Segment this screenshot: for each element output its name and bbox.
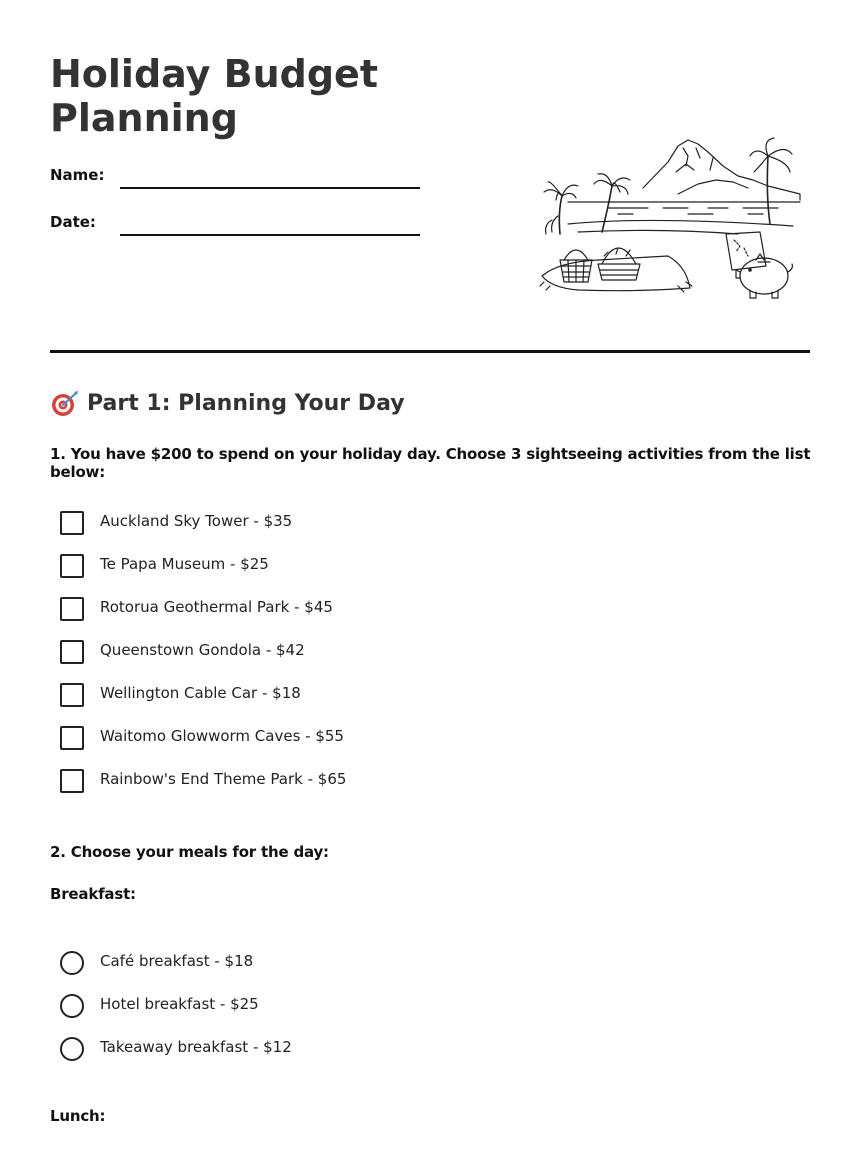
- list-item[interactable]: [60, 1036, 292, 1079]
- list-item[interactable]: [60, 950, 292, 993]
- part1-heading-text: Part 1: Planning Your Day: [87, 391, 405, 416]
- activity-list: [60, 510, 346, 811]
- list-item[interactable]: [60, 553, 346, 596]
- list-item[interactable]: [60, 725, 346, 768]
- date-label: Date:: [50, 213, 96, 231]
- page-title: Holiday Budget Planning: [50, 52, 378, 140]
- activity-label: Waitomo Glowworm Caves - $55: [100, 727, 344, 745]
- name-label: Name:: [50, 166, 105, 184]
- list-item[interactable]: [60, 993, 292, 1036]
- beach-holiday-illustration: [538, 136, 804, 306]
- breakfast-option-label: Hotel breakfast - $25: [100, 995, 259, 1013]
- activity-label: Auckland Sky Tower - $35: [100, 512, 293, 530]
- activity-checkbox[interactable]: [60, 726, 84, 750]
- list-item[interactable]: [60, 510, 346, 553]
- activity-label: Wellington Cable Car - $18: [100, 684, 301, 702]
- activity-checkbox[interactable]: [60, 554, 84, 578]
- breakfast-radio[interactable]: [60, 1037, 84, 1061]
- date-line[interactable]: [120, 234, 420, 236]
- question-2: 2. Choose your meals for the day:: [50, 843, 329, 861]
- activity-checkbox[interactable]: [60, 511, 84, 535]
- breakfast-options: [60, 950, 292, 1079]
- activity-checkbox[interactable]: [60, 683, 84, 707]
- breakfast-radio[interactable]: [60, 994, 84, 1018]
- breakfast-radio[interactable]: [60, 951, 84, 975]
- list-item[interactable]: [60, 768, 346, 811]
- activity-checkbox[interactable]: [60, 597, 84, 621]
- breakfast-option-label: Takeaway breakfast - $12: [100, 1038, 292, 1056]
- activity-checkbox[interactable]: [60, 769, 84, 793]
- list-item[interactable]: [60, 682, 346, 725]
- activity-label: Te Papa Museum - $25: [100, 555, 269, 573]
- breakfast-option-label: Café breakfast - $18: [100, 952, 254, 970]
- breakfast-label: Breakfast:: [50, 885, 136, 903]
- part1-heading: [50, 390, 405, 418]
- activity-label: Queenstown Gondola - $42: [100, 641, 305, 659]
- activity-label: Rotorua Geothermal Park - $45: [100, 598, 333, 616]
- name-line[interactable]: [120, 187, 420, 189]
- target-dart-icon: [50, 390, 80, 418]
- list-item[interactable]: [60, 639, 346, 682]
- header-divider: [50, 350, 810, 353]
- activity-checkbox[interactable]: [60, 640, 84, 664]
- lunch-label: Lunch:: [50, 1107, 106, 1125]
- question-1: 1. You have $200 to spend on your holiday day. Choose 3 sightseeing activities from the list below:: [50, 445, 811, 481]
- activity-label: Rainbow's End Theme Park - $65: [100, 770, 347, 788]
- list-item[interactable]: [60, 596, 346, 639]
